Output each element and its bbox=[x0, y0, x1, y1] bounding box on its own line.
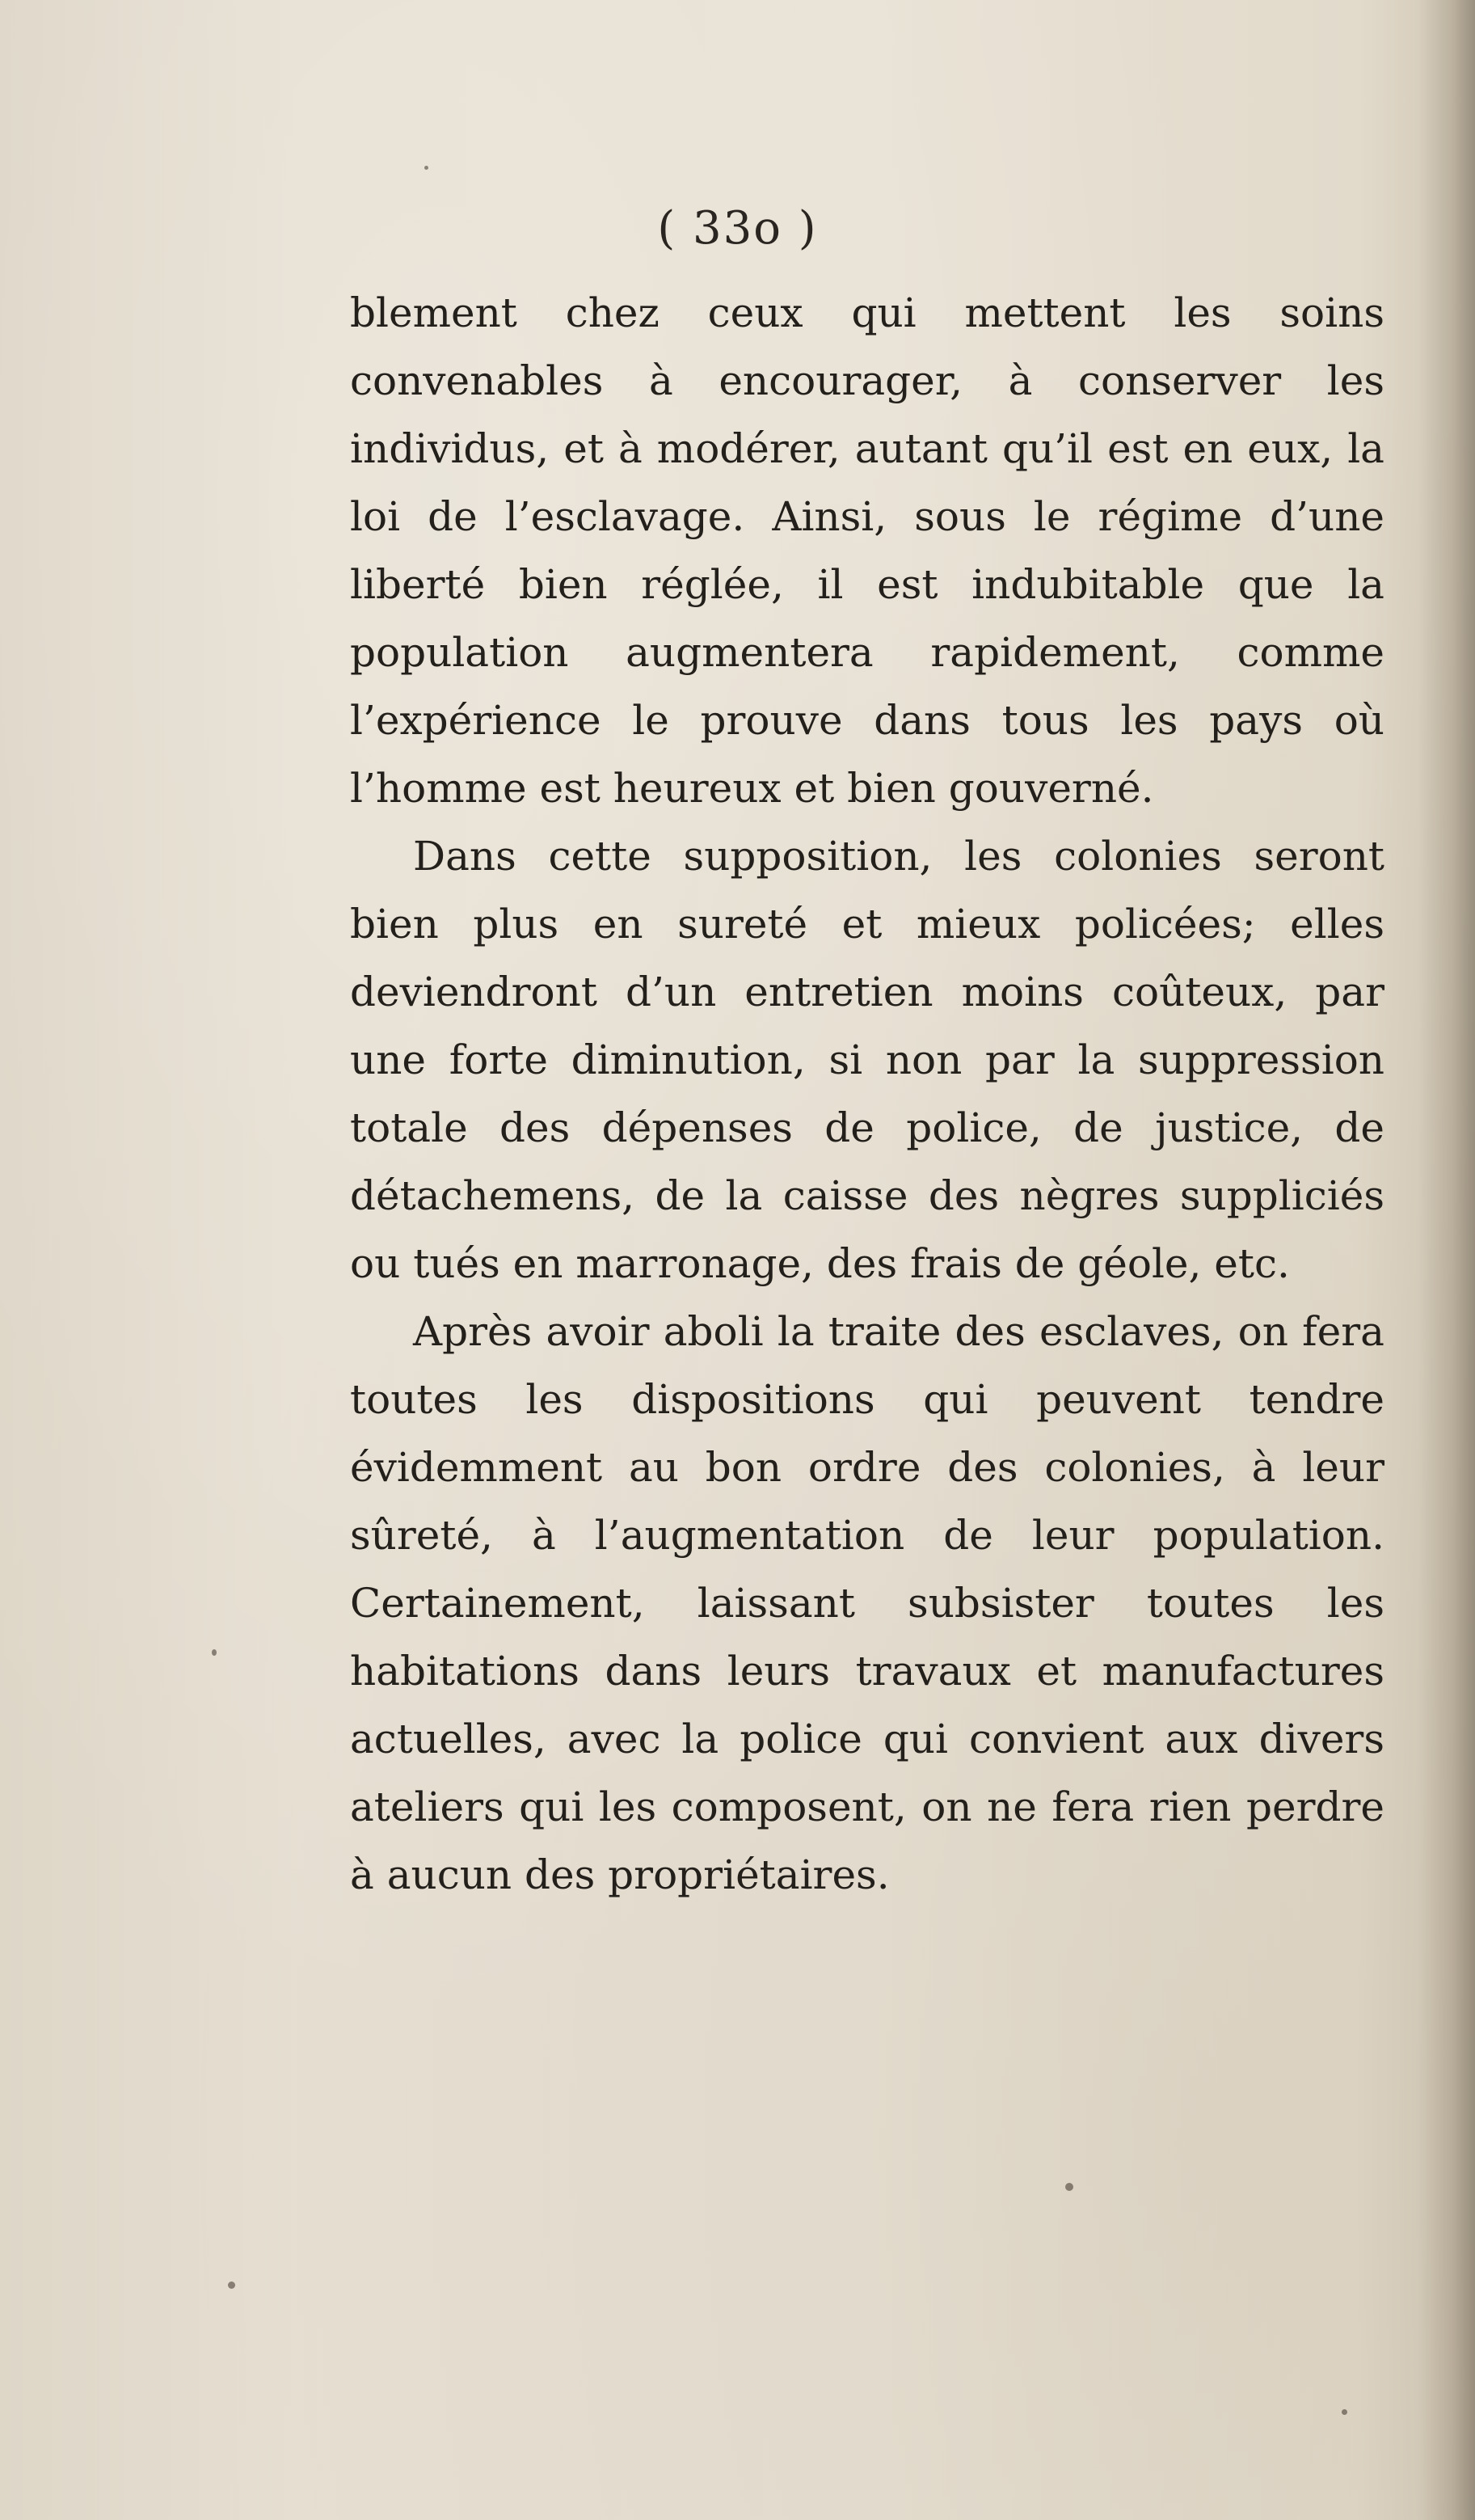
page-number: ( 33o ) bbox=[657, 202, 818, 255]
paper-speck bbox=[228, 2282, 235, 2289]
paragraph-3: Après avoir aboli la traite des esclaves, on fera toutes les dispositions qui peuvent tendre évidemment au bon ordre des colonies, à leur sûreté, à l’augmentation de leur population. Certainement, laissant subsister toutes les habitations dans leurs travaux et manufactures actuelles, avec la police qui convient aux divers ateliers qui les composent, on ne fera rien perdre à aucun des propriétaires. bbox=[350, 1308, 1384, 1898]
paper-speck bbox=[1342, 2409, 1347, 2415]
page-edge-shadow bbox=[1418, 0, 1475, 2520]
body-text bbox=[350, 279, 1384, 1909]
paper-speck bbox=[1065, 2183, 1073, 2191]
page-header bbox=[0, 202, 1475, 255]
paper-speck bbox=[212, 1649, 217, 1656]
paragraph-1: blement chez ceux qui mettent les soins convenables à encourager, à conserver les individus, et à modérer, autant qu’il est en eux, la loi de l’esclavage. Ainsi, sous le régime d’une liberté bien réglée, il est indubitable que la population augmentera rapidement, comme l’expérience le prouve dans tous les pays où l’homme est heureux et bien gouverné. bbox=[350, 289, 1384, 812]
paragraph-2: Dans cette supposition, les colonies seront bien plus en sureté et mieux policées; elles deviendront d’un entretien moins coûteux, par une forte diminution, si non par la suppression totale des dépenses de police, de justice, de détachemens, de la caisse des nègres suppliciés ou tués en marronage, des frais de géole, etc. bbox=[350, 833, 1384, 1287]
paper-speck bbox=[424, 166, 428, 170]
